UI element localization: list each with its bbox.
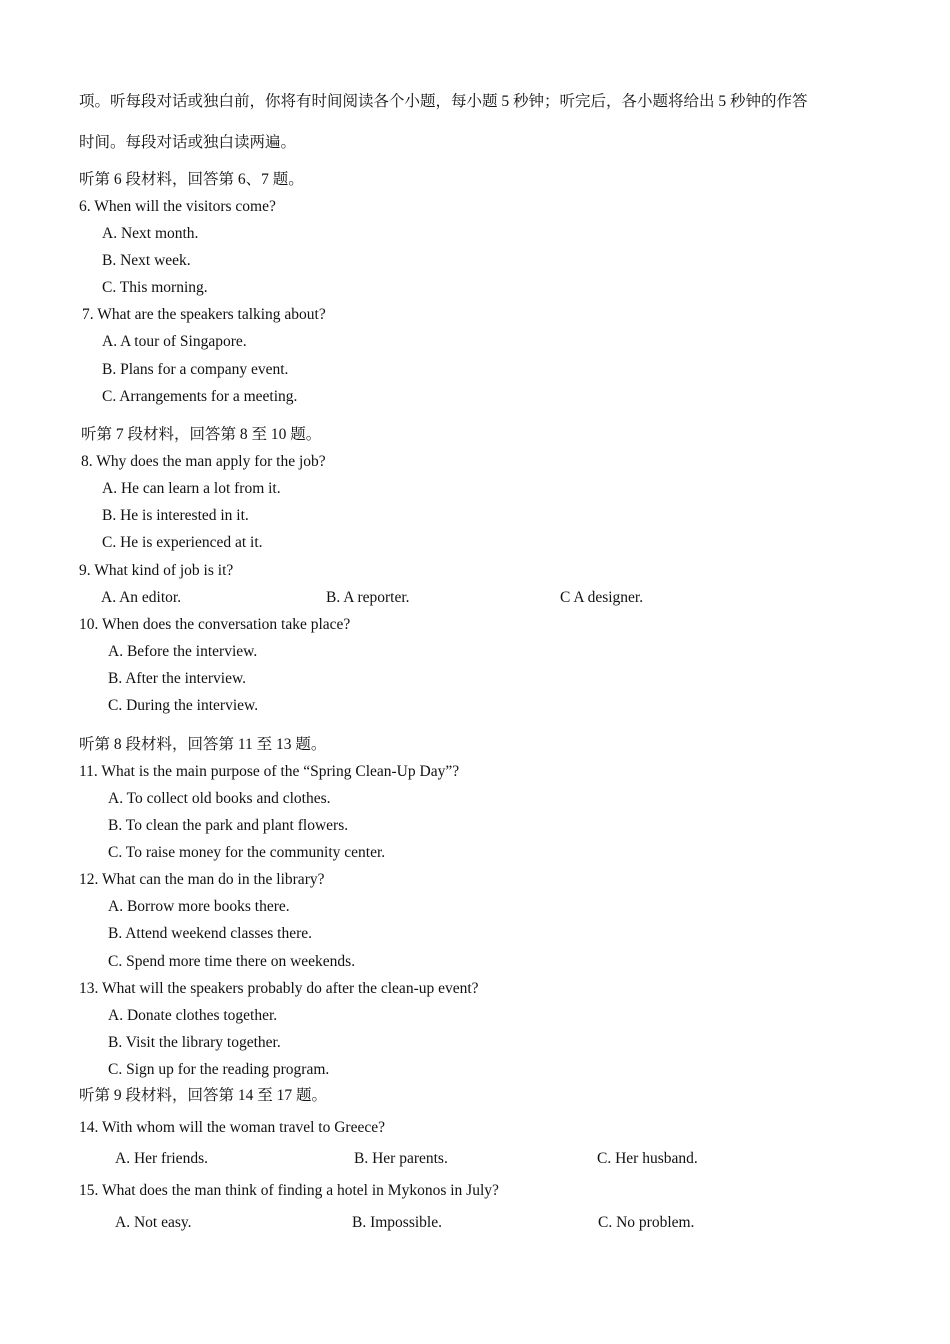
section-heading: 听第 6 段材料，回答第 6、7 题。 — [79, 171, 304, 188]
question-8: 8. Why does the man apply for the job? — [81, 453, 326, 470]
option-7a: A. A tour of Singapore. — [102, 333, 247, 350]
intro-line-1: 项。听每段对话或独白前，你将有时间阅读各个小题，每小题 5 秒钟；听完后，各小题将给出 5 秒钟的作答 — [79, 93, 808, 110]
section-heading: 听第 8 段材料，回答第 11 至 13 题。 — [79, 736, 327, 753]
option-11b: B. To clean the park and plant flowers. — [108, 817, 349, 834]
option-10b: B. After the interview. — [108, 670, 247, 687]
option-15b: B. Impossible. — [352, 1214, 442, 1231]
option-8c: C. He is experienced at it. — [102, 534, 263, 551]
question-15: 15. What does the man think of finding a hotel in Mykonos in July? — [79, 1182, 499, 1199]
option-11c: C. To raise money for the community center. — [108, 844, 386, 861]
option-15a: A. Not easy. — [115, 1214, 192, 1231]
question-13: 13. What will the speakers probably do after the clean-up event? — [79, 980, 479, 997]
option-8a: A. He can learn a lot from it. — [102, 480, 281, 497]
question-9: 9. What kind of job is it? — [79, 562, 234, 579]
option-6a: A. Next month. — [102, 225, 199, 242]
option-10a: A. Before the interview. — [108, 643, 258, 660]
option-10c: C. During the interview. — [108, 697, 259, 714]
option-12a: A. Borrow more books there. — [108, 898, 290, 915]
question-7: 7. What are the speakers talking about? — [82, 306, 326, 323]
option-7c: C. Arrangements for a meeting. — [102, 388, 298, 405]
option-9c: C A designer. — [560, 589, 644, 606]
option-12b: B. Attend weekend classes there. — [108, 925, 313, 942]
option-15c: C. No problem. — [598, 1214, 695, 1231]
option-6c: C. This morning. — [102, 279, 208, 296]
option-7b: B. Plans for a company event. — [102, 361, 289, 378]
question-14: 14. With whom will the woman travel to Greece? — [79, 1119, 385, 1136]
option-13c: C. Sign up for the reading program. — [108, 1061, 330, 1078]
section-heading: 听第 7 段材料，回答第 8 至 10 题。 — [81, 426, 322, 443]
option-6b: B. Next week. — [102, 252, 191, 269]
option-14b: B. Her parents. — [354, 1150, 448, 1167]
option-12c: C. Spend more time there on weekends. — [108, 953, 356, 970]
option-9b: B. A reporter. — [326, 589, 410, 606]
option-9a: A. An editor. — [101, 589, 182, 606]
option-14c: C. Her husband. — [597, 1150, 698, 1167]
question-10: 10. When does the conversation take place? — [79, 616, 351, 633]
option-11a: A. To collect old books and clothes. — [108, 790, 331, 807]
intro-line-2: 时间。每段对话或独白读两遍。 — [79, 134, 297, 151]
question-6: 6. When will the visitors come? — [79, 198, 276, 215]
option-8b: B. He is interested in it. — [102, 507, 249, 524]
option-13b: B. Visit the library together. — [108, 1034, 281, 1051]
option-13a: A. Donate clothes together. — [108, 1007, 278, 1024]
option-14a: A. Her friends. — [115, 1150, 208, 1167]
section-heading: 听第 9 段材料，回答第 14 至 17 题。 — [79, 1087, 328, 1104]
question-11: 11. What is the main purpose of the “Spring Clean-Up Day”? — [79, 763, 460, 780]
question-12: 12. What can the man do in the library? — [79, 871, 325, 888]
